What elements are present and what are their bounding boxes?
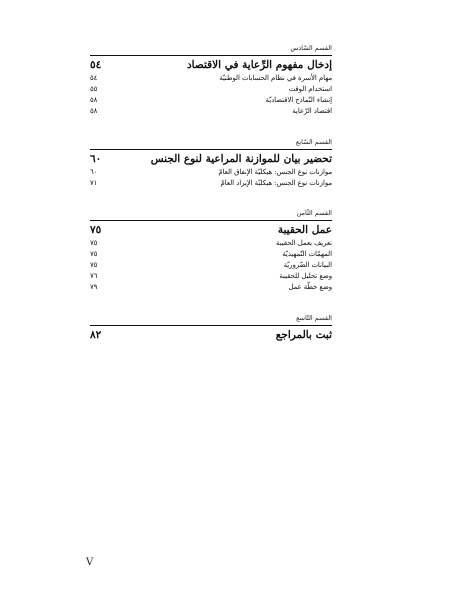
entry-title: البيانات الضّروريّة bbox=[283, 261, 332, 269]
toc-entry-row[interactable] bbox=[90, 249, 332, 260]
chapter-page-number: ٦٠ bbox=[90, 153, 102, 165]
section-label: القسم التّاسع bbox=[296, 314, 332, 322]
entry-page-number: ٥٨ bbox=[90, 107, 98, 115]
toc-section-6 bbox=[90, 44, 332, 117]
chapter-page-number: ٨٢ bbox=[90, 329, 102, 341]
entry-page-number: ٧٦ bbox=[90, 272, 98, 280]
section-divider bbox=[90, 55, 332, 56]
chapter-title: عمل الحقيبة bbox=[277, 224, 332, 236]
chapter-page-number: ٥٤ bbox=[90, 59, 102, 71]
chapter-title: تحضير بيان للموازنة المراعية لنوع الجنس bbox=[150, 153, 332, 165]
entry-title: موازنات نوع الجنس: هيكليّة الإيراد العامّ bbox=[220, 179, 332, 187]
entry-page-number: ٧٥ bbox=[90, 261, 98, 269]
entry-title: وضع تحليل للحقيبة bbox=[279, 272, 332, 280]
entry-page-number: ٧١ bbox=[90, 179, 98, 187]
section-label: القسم السّادس bbox=[290, 44, 332, 52]
toc-chapter-row[interactable] bbox=[90, 58, 332, 73]
section-label: القسم الثّامن bbox=[296, 209, 332, 217]
section-divider bbox=[90, 149, 332, 150]
entry-title: مهام الأسرة في نظام الحسابات الوطنيّة bbox=[219, 74, 332, 82]
toc-chapter-row[interactable] bbox=[90, 223, 332, 238]
toc-entry-row[interactable] bbox=[90, 282, 332, 293]
chapter-title: ثبت بالمراجع bbox=[275, 329, 332, 341]
entry-title: المهمّات التّمهيديّة bbox=[282, 250, 332, 258]
toc-entry-row[interactable] bbox=[90, 178, 332, 189]
section-divider bbox=[90, 325, 332, 326]
entry-page-number: ٥٤ bbox=[90, 74, 98, 82]
toc-chapter-row[interactable] bbox=[90, 152, 332, 167]
toc-entry-row[interactable] bbox=[90, 106, 332, 117]
entry-page-number: ٥٥ bbox=[90, 85, 98, 93]
entry-title: تعريف بعمل الحقيبة bbox=[276, 239, 332, 247]
entry-page-number: ٥٨ bbox=[90, 96, 98, 104]
section-divider bbox=[90, 220, 332, 221]
section-label: القسم السّابع bbox=[295, 138, 332, 146]
entry-title: إنشاء النّماذج الاقتصاديّة bbox=[265, 96, 332, 104]
toc-entry-row[interactable] bbox=[90, 84, 332, 95]
toc-section-8 bbox=[90, 209, 332, 293]
toc-entry-row[interactable] bbox=[90, 95, 332, 106]
entry-title: موازنات نوع الجنس: هيكليّة الإنفاق العامّ bbox=[218, 168, 332, 176]
toc-section-9 bbox=[90, 314, 332, 343]
entry-page-number: ٦٠ bbox=[90, 168, 98, 176]
toc-section-7 bbox=[90, 138, 332, 189]
entry-title: اقتصاد الرّعاية bbox=[292, 107, 332, 115]
chapter-page-number: ٧٥ bbox=[90, 224, 102, 236]
entry-page-number: ٧٩ bbox=[90, 283, 98, 291]
chapter-title: إدخال مفهوم الرِّعاية في الاقتصاد bbox=[186, 59, 332, 71]
entry-title: وضع خطّة عمل bbox=[288, 283, 332, 291]
toc-entry-row[interactable] bbox=[90, 260, 332, 271]
entry-title: استخدام الوقت bbox=[288, 85, 332, 93]
toc-entry-row[interactable] bbox=[90, 271, 332, 282]
toc-chapter-row[interactable] bbox=[90, 328, 332, 343]
entry-page-number: ٧٥ bbox=[90, 239, 98, 247]
toc-entry-row[interactable] bbox=[90, 73, 332, 84]
toc-entry-row[interactable] bbox=[90, 167, 332, 178]
entry-page-number: ٧٥ bbox=[90, 250, 98, 258]
toc-entry-row[interactable] bbox=[90, 238, 332, 249]
page-number-footer: V bbox=[86, 557, 94, 568]
